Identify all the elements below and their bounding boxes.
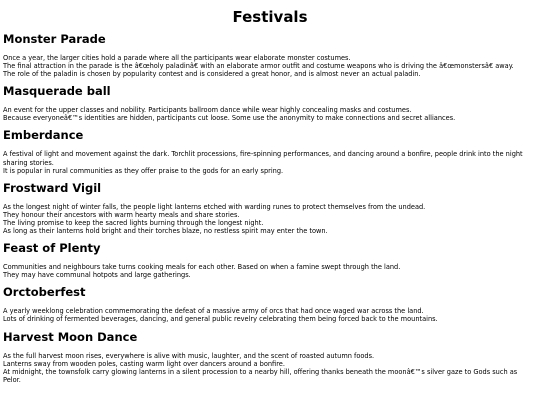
paragraph-line: A festival of light and movement against the dark. Torchlit processions, fire-spinning performances, and dancing around a bonfire, people drink into the night sharing stories. xyxy=(3,150,523,167)
paragraph-line: An event for the upper classes and nobility. Participants ballroom dance while wear highly concealing masks and costumes. xyxy=(3,106,412,115)
paragraph-line: Once a year, the larger cities hold a parade where all the participants wear elaborate monster costumes. xyxy=(3,54,351,62)
paragraph-line: A yearly weeklong celebration commemorating the defeat of a massive army of orcs that had once waged war across the land. xyxy=(3,307,424,316)
paragraph-line: As long as their lanterns hold bright and their torches blaze, no restless spirit may enter the town. xyxy=(3,227,328,236)
paragraph-line: They may have communal hotpots and large gatherings. xyxy=(3,271,191,280)
section-feast-of-plenty xyxy=(3,241,537,279)
section-masquerade-ball xyxy=(3,84,537,122)
paragraph-line: As the longest night of winter falls, the people light lanterns etched with warding runes to protect themselves from the undead. xyxy=(3,202,426,211)
paragraph-line: At midnight, the townsfolk carry glowing lanterns in a silent procession to a nearby hill, offering thanks beneath the moonâ€™s silver gaze to Gods such as Pelor. xyxy=(3,367,518,384)
paragraph-line: They honour their ancestors with warm hearty meals and share stories. xyxy=(3,210,240,219)
paragraph-line: The role of the paladin is chosen by popularity contest and is considered a great honor, and is almost never an actual paladin. xyxy=(3,70,421,79)
document-page xyxy=(0,9,540,384)
paragraph-line: Communities and neighbours take turns cooking meals for each other. Based on when a famine swept through the land. xyxy=(3,263,401,272)
section-frostward-vigil xyxy=(3,181,537,235)
section-harvest-moon-dance xyxy=(3,330,537,384)
section-heading: Orctoberfest xyxy=(3,285,86,300)
section-orctoberfest xyxy=(3,285,537,323)
section-heading: Frostward Vigil xyxy=(3,180,102,195)
paragraph-line: The living promise to keep the sacred lights burning through the longest night. xyxy=(3,218,264,227)
section-heading: Feast of Plenty xyxy=(3,241,101,256)
page-title: Festivals xyxy=(232,8,308,26)
section-heading: Harvest Moon Dance xyxy=(3,329,138,344)
paragraph-line: It is popular in rural communities as they offer praise to the gods for an early spring. xyxy=(3,166,284,175)
section-heading: Emberdance xyxy=(3,128,84,143)
paragraph-line: As the full harvest moon rises, everywhere is alive with music, laughter, and the scent of roasted autumn foods. xyxy=(3,351,375,360)
paragraph-line: Because everyoneâ€™s identities are hidden, participants cut loose. Some use the anonymity to make connections and secret alliances. xyxy=(3,114,456,123)
section-heading: Monster Parade xyxy=(3,32,106,46)
section-emberdance xyxy=(3,128,537,174)
paragraph-line: The final attraction in the parade is the â€œholy paladinâ€ with an elaborate armor outfit and costume weapons who is driving the â€œmonstersâ€ away. xyxy=(3,62,514,71)
section-monster-parade xyxy=(3,32,537,78)
paragraph-line: Lanterns sway from wooden poles, casting warm light over dancers around a bonfire. xyxy=(3,359,285,368)
section-heading: Masquerade ball xyxy=(3,84,111,99)
paragraph-line: Lots of drinking of fermented beverages, dancing, and general public revelry celebrating them being forced back to the mountains. xyxy=(3,315,438,324)
